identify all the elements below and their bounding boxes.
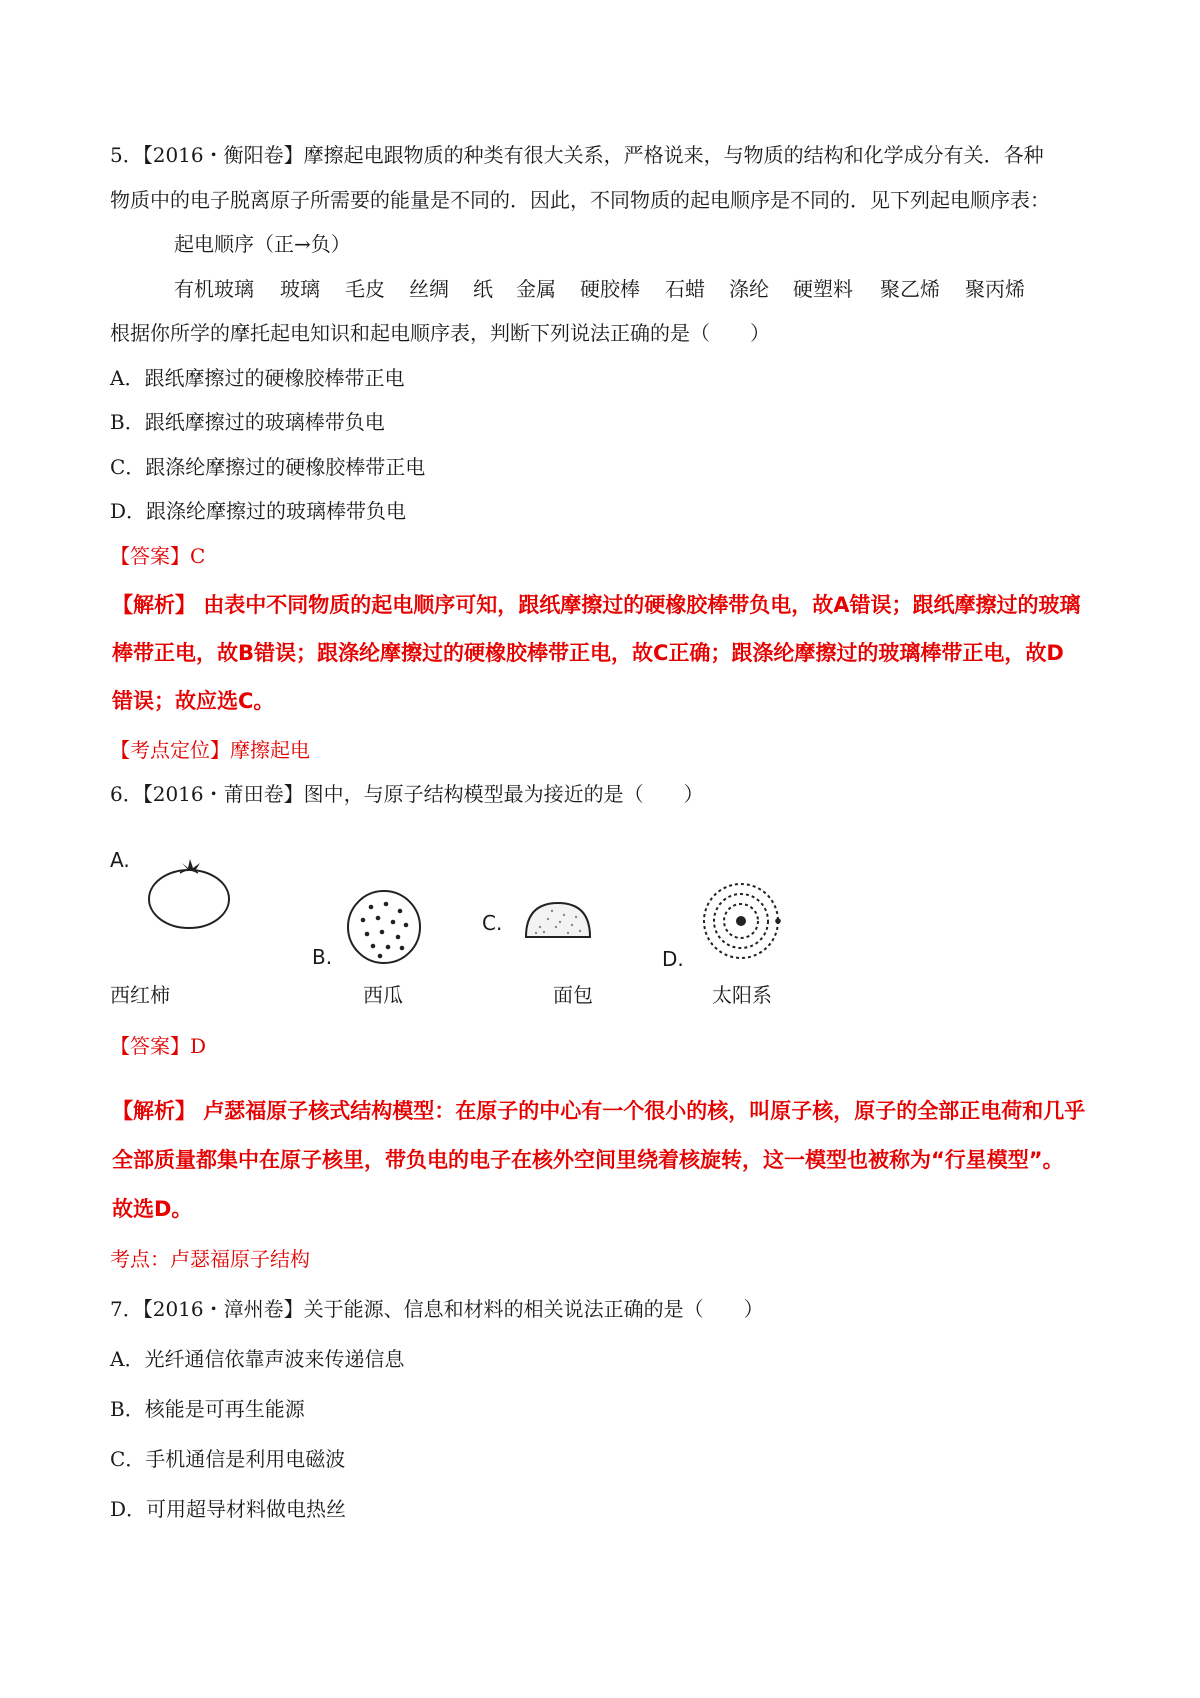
q6-answer — [110, 1034, 206, 1058]
analysis-text: 由表中不同物质的起电顺序可知，跟纸摩擦过的硬橡胶棒带负电，故A错误；跟纸摩擦过的玻璃 — [203, 593, 1081, 617]
q5-stem-line2: 物质中的电子脱离原子所需要的能量是不同的．因此，不同物质的起电顺序是不同的．见下列起电顺序表： — [110, 188, 1050, 212]
material-item: 毛皮 — [345, 277, 385, 301]
keypoint-value: 摩擦起电 — [230, 738, 310, 762]
material-item: 聚乙烯 — [880, 277, 940, 301]
q5-answer — [110, 544, 205, 568]
answer-value: C — [190, 544, 206, 568]
material-item: 聚丙烯 — [965, 277, 1025, 301]
q6-option-b-letter: B. — [312, 945, 333, 969]
keypoint-label: 【考点定位】 — [110, 738, 230, 762]
q6-analysis-line2: 全部质量都集中在原子核里，带负电的电子在核外空间里绕着核旋转，这一模型也被称为“行星模型”。 — [112, 1148, 1064, 1172]
q5-option-d: D．跟涤纶摩擦过的玻璃棒带负电 — [110, 499, 407, 523]
q6-analysis-line3: 故选D。 — [112, 1197, 193, 1221]
material-item: 玻璃 — [280, 277, 320, 301]
q6-option-a-letter: A. — [110, 848, 130, 872]
material-item: 丝绸 — [409, 277, 449, 301]
q6-option-d-letter: D. — [662, 947, 684, 971]
bread-figure — [522, 897, 594, 943]
material-item: 硬胶棒 — [580, 277, 640, 301]
analysis-label: 【解析】 — [112, 593, 196, 617]
material-item: 纸 — [473, 277, 493, 301]
q5-option-a: A．跟纸摩擦过的硬橡胶棒带正电 — [110, 366, 405, 390]
q5-option-c: C．跟涤纶摩擦过的硬橡胶棒带正电 — [110, 455, 426, 479]
material-item: 硬塑料 — [793, 277, 853, 301]
material-item: 石蜡 — [665, 277, 705, 301]
q5-question: 根据你所学的摩托起电知识和起电顺序表，判断下列说法正确的是（ ） — [110, 321, 770, 345]
watermelon-figure — [345, 887, 423, 967]
q5-keypoint — [110, 738, 310, 762]
answer-label: 【答案】 — [110, 1034, 190, 1058]
q7-option-d: D．可用超导材料做电热丝 — [110, 1497, 347, 1521]
q5-analysis-line2: 棒带正电，故B错误；跟涤纶摩擦过的硬橡胶棒带正电，故C正确；跟涤纶摩擦过的玻璃棒带正电，故D — [112, 641, 1064, 665]
analysis-label: 【解析】 — [112, 1099, 196, 1123]
q6-keypoint: 考点：卢瑟福原子结构 — [110, 1247, 310, 1271]
q7-option-c: C．手机通信是利用电磁波 — [110, 1447, 346, 1471]
q7-stem: 7．【2016・漳州卷】关于能源、信息和材料的相关说法正确的是（ ） — [110, 1297, 764, 1321]
analysis-text: 卢瑟福原子核式结构模型：在原子的中心有一个很小的核，叫原子核，原子的全部正电荷和几乎 — [203, 1099, 1086, 1123]
q7-option-a: A．光纤通信依靠声波来传递信息 — [110, 1347, 405, 1371]
q5-order-title: 起电顺序（正→负） — [174, 232, 351, 256]
q5-option-b: B．跟纸摩擦过的玻璃棒带负电 — [110, 410, 385, 434]
answer-value: D — [190, 1034, 207, 1058]
q6-caption-watermelon: 西瓜 — [363, 983, 403, 1007]
q7-option-b: B．核能是可再生能源 — [110, 1397, 305, 1421]
material-item: 金属 — [516, 277, 556, 301]
material-item: 有机玻璃 — [174, 277, 254, 301]
q6-option-c-letter: C. — [482, 911, 503, 935]
q5-analysis-line1 — [112, 593, 1081, 617]
q6-caption-tomato: 西红柿 — [110, 983, 170, 1007]
q6-stem: 6．【2016・莆田卷】图中，与原子结构模型最为接近的是（ ） — [110, 782, 704, 806]
answer-label: 【答案】 — [110, 544, 190, 568]
q6-analysis-line1 — [112, 1099, 1085, 1123]
material-item: 涤纶 — [729, 277, 769, 301]
q6-caption-bread: 面包 — [553, 983, 593, 1007]
q5-stem-line1: 5．【2016・衡阳卷】摩擦起电跟物质的种类有很大关系，严格说来，与物质的结构和化学成分有关．各种 — [110, 143, 1044, 167]
tomato-figure — [146, 855, 232, 931]
q6-caption-solar-system: 太阳系 — [712, 983, 772, 1007]
solar-system-figure — [700, 880, 782, 962]
q5-analysis-line3: 错误；故应选C。 — [112, 689, 275, 713]
